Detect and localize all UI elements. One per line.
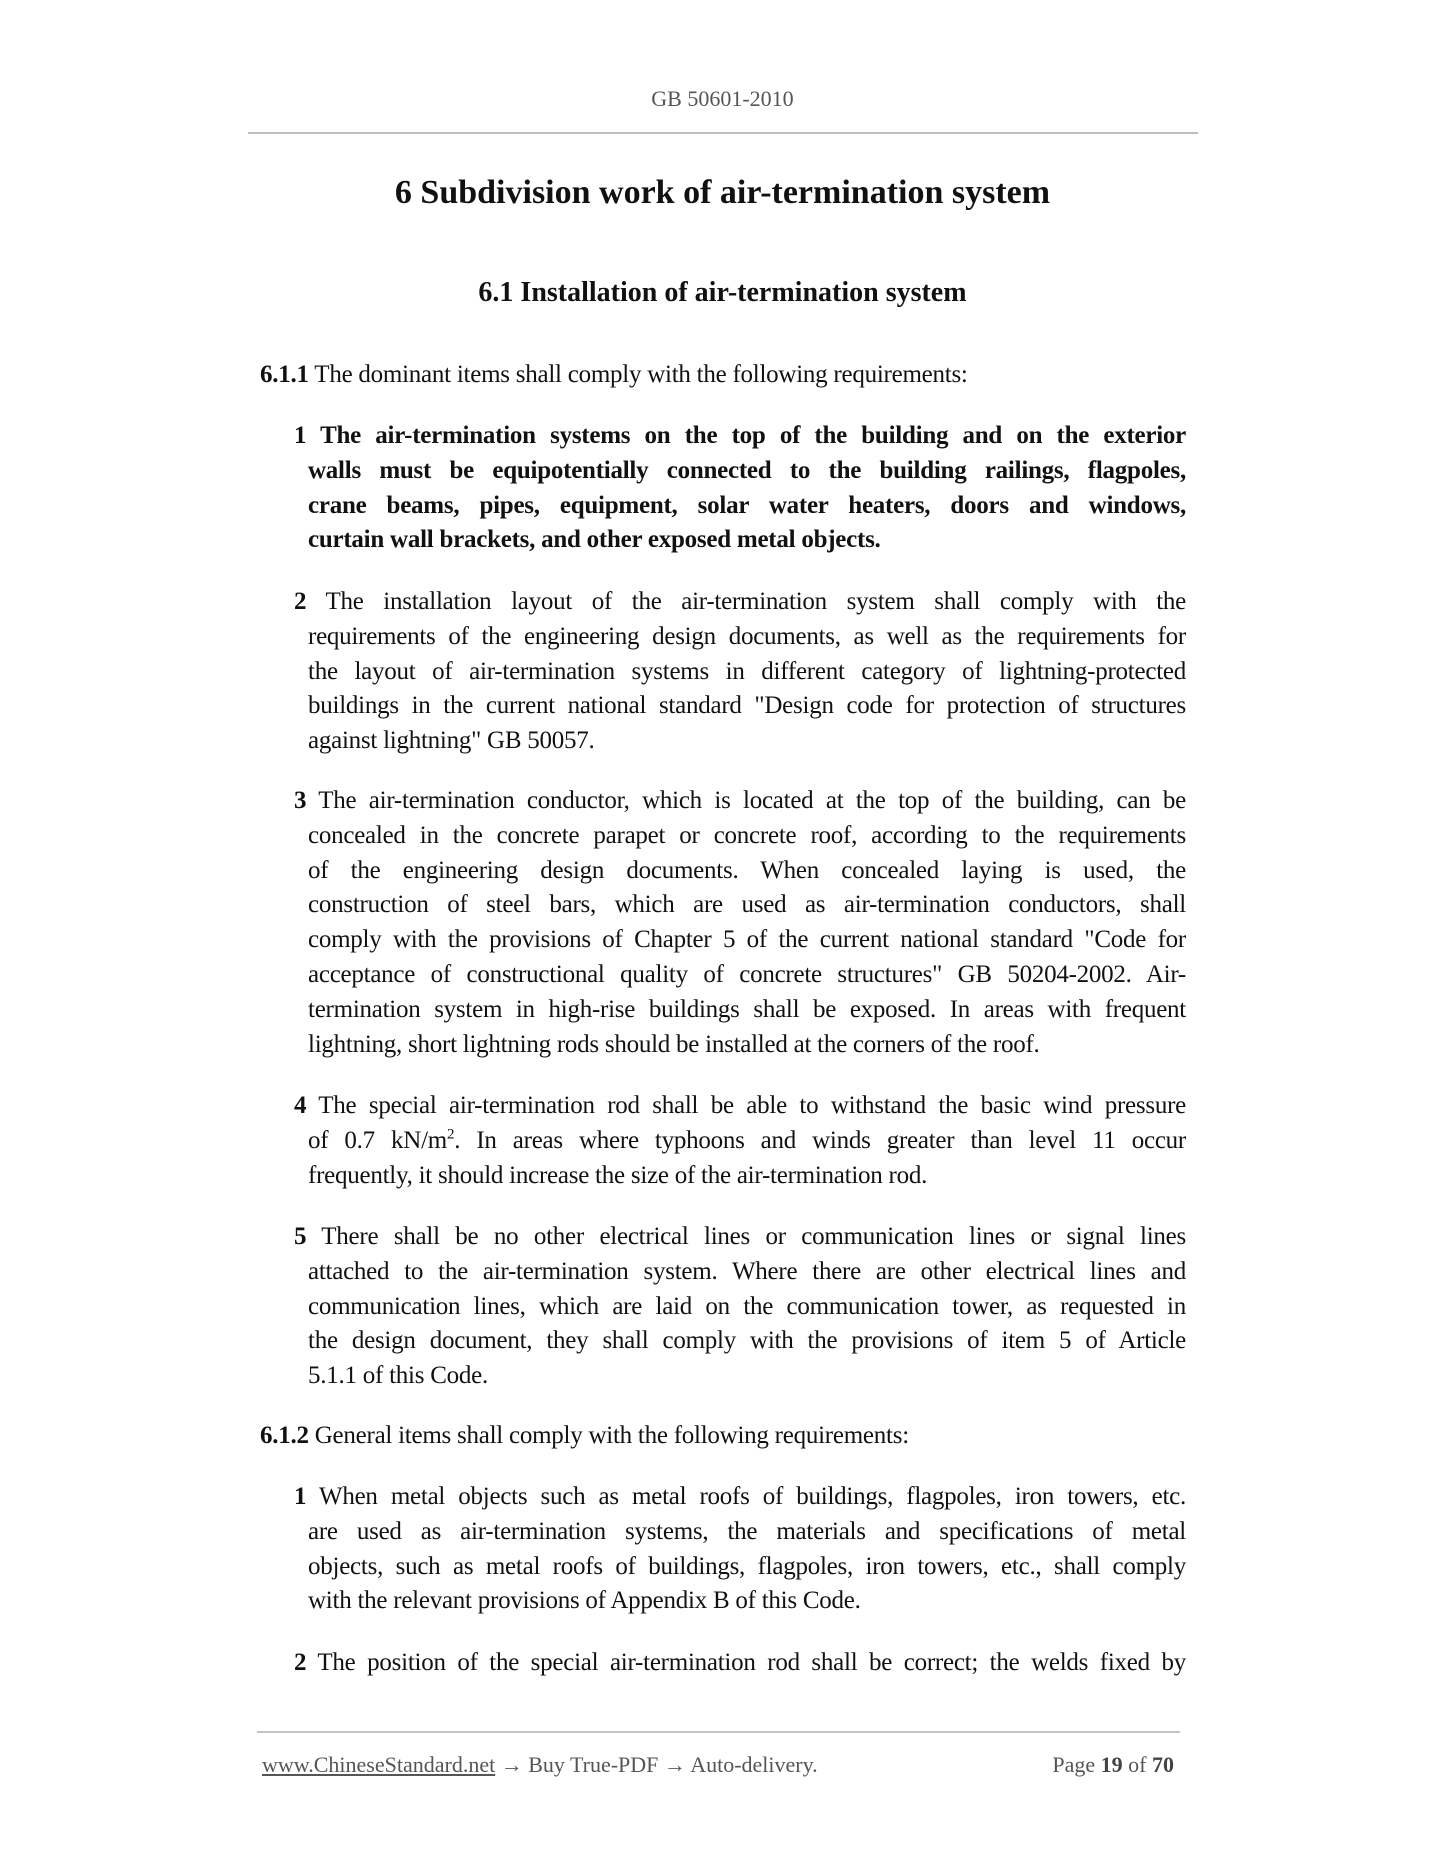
item-line: The air-termination conductor, which is located at the top of the building, can be — [306, 787, 1186, 814]
item-line: curtain wall brackets, and other exposed metal objects. — [308, 526, 881, 554]
item-line: the layout of air-termination systems in different category of lightning-protected — [308, 657, 1186, 685]
item-line: 5.1.1 of this Code. — [308, 1362, 488, 1390]
item-line: attached to the air-termination system. Where there are other electrical lines and — [308, 1257, 1186, 1285]
item-6-1-1-1 — [294, 419, 1186, 558]
item-line: acceptance of constructional quality of concrete structures" GB 50204-2002. Air- — [308, 960, 1186, 988]
item-line: The installation layout of the air-termination system shall comply with the — [306, 588, 1186, 615]
item-6-1-1-2 — [294, 585, 1186, 759]
website-link[interactable]: www.ChineseStandard.net — [262, 1752, 496, 1777]
footer-promo — [262, 1752, 818, 1778]
item-line: are used as air-termination systems, the materials and specifications of metal — [308, 1517, 1186, 1545]
item-line: The position of the special air-termination rod shall be correct; the welds fixed by — [306, 1649, 1186, 1676]
item-number: 3 — [294, 787, 307, 814]
item-number: 2 — [294, 1649, 307, 1676]
delivery-text: → Auto-delivery. — [663, 1752, 818, 1777]
item-line: objects, such as metal roofs of buildings, flagpoles, iron towers, etc., shall comply — [308, 1552, 1186, 1580]
clause-number: 6.1.2 — [260, 1422, 309, 1449]
item-number: 1 — [294, 1483, 307, 1510]
item-6-1-1-3 — [294, 784, 1186, 1062]
current-page: 19 — [1100, 1752, 1123, 1777]
chapter-title: 6 Subdivision work of air-termination system — [394, 174, 1051, 211]
clause-6-1-1 — [260, 358, 1186, 393]
item-line: crane beams, pipes, equipment, solar water heaters, doors and windows, — [308, 491, 1186, 519]
page-number — [1052, 1752, 1180, 1778]
item-line: concealed in the concrete parapet or concrete roof, according to the requirements — [308, 821, 1186, 849]
item-line: lightning, short lightning rods should be installed at the corners of the roof. — [308, 1030, 1040, 1058]
item-6-1-1-4 — [294, 1089, 1186, 1193]
item-line: The air-termination systems on the top of the building and on the exterior — [306, 422, 1186, 449]
item-line: When metal objects such as metal roofs of buildings, flagpoles, iron towers, etc. — [306, 1483, 1186, 1510]
item-line: against lightning" GB 50057. — [308, 727, 595, 755]
item-line: construction of steel bars, which are used as air-termination conductors, shall — [308, 891, 1186, 919]
item-number: 2 — [294, 588, 307, 615]
clause-6-1-2 — [260, 1419, 1186, 1454]
clause-number: 6.1.1 — [260, 361, 309, 388]
item-line: frequently, it should increase the size of the air-termination rod. — [308, 1161, 928, 1189]
item-line: of the engineering design documents. When concealed laying is used, the — [308, 856, 1186, 884]
item-line: buildings in the current national standard "Design code for protection of structures — [308, 692, 1186, 720]
item-line: termination system in high-rise buildings shall be exposed. In areas with frequent — [308, 995, 1186, 1023]
superscript: 2 — [446, 1126, 455, 1143]
item-number: 4 — [294, 1092, 307, 1119]
page-footer — [262, 1752, 1180, 1778]
item-line: communication lines, which are laid on the communication tower, as requested in — [308, 1292, 1186, 1320]
total-pages: 70 — [1152, 1752, 1174, 1777]
item-line: of 0.7 kN/m — [308, 1126, 447, 1154]
page-label: Page — [1052, 1752, 1101, 1777]
section-heading: 6.1 Installation of air-termination system — [478, 277, 967, 308]
item-6-1-1-5 — [294, 1220, 1186, 1394]
item-6-1-2-2 — [294, 1646, 1186, 1681]
item-line: walls must be equipotentially connected to the building railings, flagpoles, — [308, 456, 1186, 484]
item-line: the design document, they shall comply with the provisions of item 5 of Article — [308, 1327, 1186, 1355]
header-divider — [248, 132, 1198, 134]
of-label: of — [1122, 1752, 1152, 1777]
item-number: 5 — [294, 1223, 307, 1250]
clause-text: The dominant items shall comply with the following requirements: — [308, 361, 968, 388]
item-line: with the relevant provisions of Appendix B of this Code. — [308, 1587, 861, 1615]
item-6-1-2-1 — [294, 1480, 1186, 1619]
item-line: requirements of the engineering design documents, as well as the requirements for — [308, 622, 1186, 650]
running-header: GB 50601-2010 — [651, 86, 794, 111]
item-line: comply with the provisions of Chapter 5 of the current national standard "Code for — [308, 926, 1186, 954]
item-line: The special air-termination rod shall be able to withstand the basic wind pressure — [306, 1092, 1186, 1119]
item-line: There shall be no other electrical lines or communication lines or signal lines — [306, 1223, 1186, 1250]
buy-text: → Buy True-PDF — [495, 1752, 664, 1777]
clause-text: General items shall comply with the following requirements: — [308, 1422, 909, 1449]
item-number: 1 — [294, 422, 307, 449]
footer-divider — [257, 1731, 1180, 1733]
item-line: . In areas where typhoons and winds greater than level 11 occur — [454, 1126, 1186, 1154]
